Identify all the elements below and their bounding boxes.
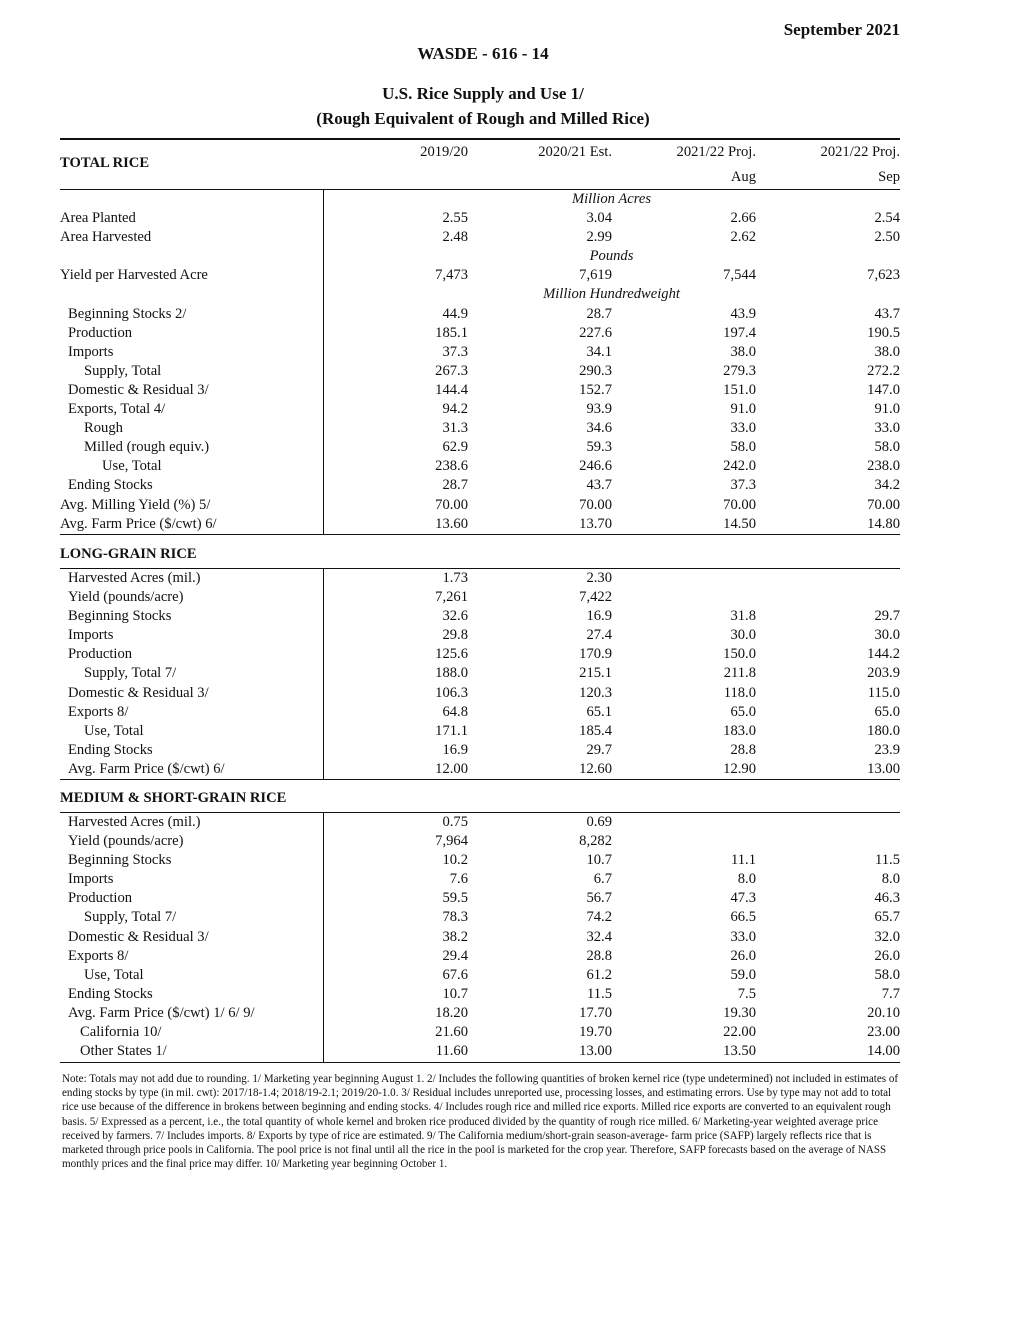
row-value: 246.6: [579, 458, 612, 475]
row-value: 8.0: [881, 871, 900, 888]
row-value: 19.70: [579, 1024, 612, 1041]
row-label: Supply, Total 7/: [84, 665, 177, 682]
table-row: [60, 419, 900, 438]
row-label: Domestic & Residual 3/: [68, 928, 209, 945]
row-value: 37.3: [442, 343, 468, 360]
row-value: 118.0: [723, 684, 756, 701]
row-value: 7,964: [435, 833, 468, 850]
row-value: 7,473: [435, 267, 468, 284]
row-label: Exports, Total 4/: [68, 401, 166, 418]
row-value: 11.5: [587, 985, 612, 1002]
table-row: [60, 703, 900, 722]
row-value: 7,623: [867, 267, 900, 284]
long-bottom-rule: [60, 779, 900, 780]
row-value: 13.00: [579, 1043, 612, 1060]
table-row: [60, 476, 900, 495]
row-value: 12.90: [723, 760, 756, 777]
table-row: [60, 985, 900, 1004]
row-value: 2.99: [586, 229, 612, 246]
row-value: 203.9: [867, 665, 900, 682]
row-value: 27.4: [586, 627, 612, 644]
row-label: Harvested Acres (mil.): [68, 570, 201, 586]
row-value: 290.3: [579, 362, 612, 379]
table-row: [60, 813, 900, 832]
row-value: 2.66: [730, 210, 756, 227]
row-value: 65.0: [874, 703, 900, 720]
row-value: 120.3: [579, 684, 612, 701]
row-value: 33.0: [730, 420, 756, 437]
row-value: 2.48: [442, 229, 468, 246]
row-value: 30.0: [730, 627, 756, 644]
row-value: 188.0: [435, 665, 468, 682]
row-value: 22.00: [723, 1024, 756, 1041]
row-label: Use, Total: [102, 458, 162, 475]
row-label: California 10/: [80, 1024, 162, 1041]
row-value: 33.0: [730, 928, 756, 945]
row-value: 7,261: [435, 589, 468, 606]
table-row: [60, 1004, 900, 1023]
table-row: [60, 607, 900, 626]
section-title-total-rice: TOTAL RICE: [60, 155, 150, 171]
table-row: [60, 760, 900, 779]
table-title: U.S. Rice Supply and Use 1/: [382, 84, 584, 103]
row-value: 14.80: [867, 515, 900, 532]
row-value: 1.73: [442, 570, 468, 586]
row-value: 62.9: [442, 439, 468, 456]
row-value: 28.7: [442, 477, 468, 494]
table-row: [60, 908, 900, 927]
row-value: 30.0: [874, 627, 900, 644]
table-row: [60, 362, 900, 381]
footnote: Note: Totals may not add due to rounding. 1/ Marketing year beginning August 1. 2/ Includes the following quantities of broken kernel rice (type undetermined) not included in estimates of ending stocks by type (in mil. cwt): 2017/18-1.4; 2018/19-2.1; 2019/20-1.0. 3/ Residual includes unreported use, processing losses, and estimating errors. Use by type may not add to total rice use because of the difference in brokens between beginning and ending stocks. 4/ Includes rough rice and milled rice exports. Milled rice exports are converted to an equivalent rough basis. 5/ Expressed as a percent, i.e., the total quantity of whole kernel and broken rice produced divided by the quantity of rough rice milled. 6/ Marketing-year weighted average price received by farmers. 7/ Includes imports. 8/ Exports by type of rice are estimated. 9/ The California medium/short-grain season-average- farm price (SAFP) largely reflects rice that is marketed through price pools in California. The pool price is not final until all the rice in the pool is marketed for the crop year. Therefore, SAFP forecasts based on the average of NASS monthly prices and the final price may differ. 10/ Marketing year beginning October 1.: [62, 1073, 899, 1171]
row-value: 28.7: [586, 305, 612, 322]
row-value: 93.9: [586, 401, 612, 418]
column-headers: [60, 143, 900, 187]
row-label: Milled (rough equiv.): [84, 439, 210, 456]
row-value: 23.00: [867, 1024, 900, 1041]
row-label: Avg. Milling Yield (%) 5/: [60, 496, 211, 513]
row-label: Imports: [68, 627, 114, 644]
report-date: September 2021: [783, 20, 900, 39]
row-value: 29.7: [586, 741, 612, 758]
row-value: 16.9: [586, 608, 612, 625]
table-row: [60, 305, 900, 324]
row-value: 58.0: [874, 966, 900, 983]
row-value: 58.0: [730, 439, 756, 456]
row-value: 14.00: [867, 1043, 900, 1060]
section-title-medium-short: MEDIUM & SHORT-GRAIN RICE: [60, 790, 287, 806]
table-row: [60, 684, 900, 703]
row-value: 147.0: [867, 381, 900, 398]
table-row: [60, 851, 900, 870]
row-label: Imports: [68, 871, 114, 888]
row-value: 70.00: [435, 496, 468, 513]
row-value: 13.60: [435, 515, 468, 532]
row-value: 190.5: [867, 324, 900, 341]
table-row: [60, 400, 900, 419]
row-value: 46.3: [874, 890, 900, 907]
row-value: 23.9: [874, 741, 900, 758]
row-value: 171.1: [435, 722, 468, 739]
row-value: 2.30: [586, 570, 612, 586]
row-value: 43.7: [874, 305, 900, 322]
row-value: 279.3: [723, 362, 756, 379]
row-value: 115.0: [867, 684, 900, 701]
row-value: 16.9: [442, 741, 468, 758]
row-value: 10.7: [442, 985, 468, 1002]
table-row: [60, 722, 900, 741]
row-value: 21.60: [435, 1024, 468, 1041]
table-row: [60, 889, 900, 908]
table-row: [60, 588, 900, 607]
row-value: 7.5: [737, 985, 756, 1002]
row-label: Domestic & Residual 3/: [68, 381, 209, 398]
row-label: Beginning Stocks 2/: [68, 305, 187, 322]
row-value: 10.7: [586, 852, 612, 869]
row-value: 44.9: [442, 305, 468, 322]
row-value: 29.8: [442, 627, 468, 644]
row-value: 38.0: [730, 343, 756, 360]
row-value: 17.70: [579, 1004, 612, 1021]
row-value: 32.0: [874, 928, 900, 945]
row-value: 20.10: [867, 1004, 900, 1021]
row-value: 32.6: [442, 608, 468, 625]
row-label: Production: [68, 890, 133, 907]
table-row: [60, 569, 900, 588]
row-value: 26.0: [730, 947, 756, 964]
row-value: 2.62: [730, 229, 756, 246]
total-bottom-rule: [60, 534, 900, 535]
row-value: 150.0: [723, 646, 756, 663]
row-value: 13.50: [723, 1043, 756, 1060]
row-value: 70.00: [723, 496, 756, 513]
table-row: [60, 645, 900, 664]
row-value: 3.04: [586, 210, 612, 227]
row-value: 7,422: [579, 589, 612, 606]
row-label: Yield (pounds/acre): [68, 589, 184, 606]
row-value: 61.2: [586, 966, 612, 983]
row-value: 13.70: [579, 515, 612, 532]
row-value: 34.6: [586, 420, 612, 437]
row-value: 151.0: [723, 381, 756, 398]
row-value: 34.2: [874, 477, 900, 494]
row-label: Supply, Total: [84, 362, 162, 379]
row-value: 13.00: [867, 760, 900, 777]
table-row: [60, 1023, 900, 1042]
row-value: 2.50: [874, 229, 900, 246]
row-value: 94.2: [442, 401, 468, 418]
row-value: 18.20: [435, 1004, 468, 1021]
row-value: 238.0: [867, 458, 900, 475]
table-row: [60, 228, 900, 247]
row-label: Production: [68, 646, 133, 663]
row-value: 170.9: [579, 646, 612, 663]
row-value: 14.50: [723, 515, 756, 532]
row-value: 242.0: [723, 458, 756, 475]
unit-label: Pounds: [589, 248, 634, 265]
row-label: Exports 8/: [68, 947, 129, 964]
row-value: 64.8: [442, 703, 468, 720]
header-top-rule: [60, 138, 900, 140]
row-value: 38.2: [442, 928, 468, 945]
table-subtitle: (Rough Equivalent of Rough and Milled Rice): [316, 109, 650, 128]
row-value: 11.60: [435, 1043, 468, 1060]
table-row: [60, 209, 900, 228]
row-label: Ending Stocks: [68, 741, 153, 758]
row-value: 11.1: [731, 852, 756, 869]
row-value: 43.7: [586, 477, 612, 494]
table-row: [60, 832, 900, 851]
col-header-2020-21: 2020/21 Est.: [538, 144, 612, 160]
row-value: 29.4: [442, 947, 468, 964]
row-label: Exports 8/: [68, 703, 129, 720]
row-label: Beginning Stocks: [68, 608, 172, 625]
row-value: 58.0: [874, 439, 900, 456]
medium-bottom-rule: [60, 1062, 900, 1063]
table-row: [60, 741, 900, 760]
row-value: 0.75: [442, 814, 468, 830]
row-value: 10.2: [442, 852, 468, 869]
row-label: Avg. Farm Price ($/cwt) 6/: [60, 515, 217, 532]
row-label: Avg. Farm Price ($/cwt) 1/ 6/ 9/: [68, 1004, 255, 1021]
col-header-2021-22-aug: 2021/22 Proj.: [676, 144, 756, 160]
row-value: 74.2: [586, 909, 612, 926]
row-value: 7.6: [449, 871, 468, 888]
table-row: [60, 1042, 900, 1061]
row-value: 78.3: [442, 909, 468, 926]
row-value: 272.2: [867, 362, 900, 379]
row-label: Use, Total: [84, 966, 144, 983]
row-label: Imports: [68, 343, 114, 360]
row-value: 31.8: [730, 608, 756, 625]
unit-label: Million Hundredweight: [543, 286, 680, 303]
row-value: 28.8: [730, 741, 756, 758]
unit-label: Million Acres: [571, 191, 652, 207]
row-label: Domestic & Residual 3/: [68, 684, 209, 701]
row-value: 197.4: [723, 324, 756, 341]
report-id: WASDE - 616 - 14: [417, 44, 549, 63]
row-value: 67.6: [442, 966, 468, 983]
long-grain-table: [60, 569, 900, 779]
row-value: 152.7: [579, 381, 612, 398]
table-row: [60, 438, 900, 457]
medium-short-grain-table: [60, 813, 900, 1061]
row-label: Rough: [84, 420, 123, 437]
row-value: 183.0: [723, 722, 756, 739]
table-row: [60, 457, 900, 476]
table-row: [60, 928, 900, 947]
row-value: 144.4: [435, 381, 468, 398]
row-value: 65.1: [586, 703, 612, 720]
col-header-2021-22-sep: 2021/22 Proj.: [820, 144, 900, 160]
row-value: 211.8: [723, 665, 756, 682]
row-value: 47.3: [730, 890, 756, 907]
row-value: 59.3: [586, 439, 612, 456]
row-value: 2.54: [874, 210, 900, 227]
row-value: 238.6: [435, 458, 468, 475]
table-row: [60, 626, 900, 645]
row-value: 65.7: [874, 909, 900, 926]
row-value: 26.0: [874, 947, 900, 964]
row-value: 7,619: [579, 267, 612, 284]
row-label: Avg. Farm Price ($/cwt) 6/: [68, 760, 225, 777]
row-value: 12.00: [435, 760, 468, 777]
row-value: 7.7: [881, 985, 900, 1002]
row-value: 8,282: [579, 833, 612, 850]
row-label: Ending Stocks: [68, 477, 153, 494]
row-label: Production: [68, 324, 133, 341]
row-label: Harvested Acres (mil.): [68, 814, 201, 830]
col-header-sep: Sep: [878, 169, 900, 186]
row-label: Yield (pounds/acre): [68, 833, 184, 850]
row-value: 31.3: [442, 420, 468, 437]
row-value: 37.3: [730, 477, 756, 494]
row-label: Area Planted: [60, 210, 136, 227]
row-label: Ending Stocks: [68, 985, 153, 1002]
row-label: Yield per Harvested Acre: [60, 267, 208, 284]
row-label: Supply, Total 7/: [84, 909, 177, 926]
row-label: Other States 1/: [80, 1043, 167, 1060]
row-value: 65.0: [730, 703, 756, 720]
table-row: [60, 966, 900, 985]
row-value: 28.8: [586, 947, 612, 964]
row-value: 185.1: [435, 324, 468, 341]
row-value: 227.6: [579, 324, 612, 341]
row-value: 106.3: [435, 684, 468, 701]
row-value: 144.2: [867, 646, 900, 663]
table-row: [60, 496, 900, 515]
row-value: 56.7: [586, 890, 612, 907]
row-label: Area Harvested: [60, 229, 152, 246]
row-value: 38.0: [874, 343, 900, 360]
table-row: [60, 343, 900, 362]
row-value: 11.5: [875, 852, 900, 869]
row-value: 66.5: [730, 909, 756, 926]
row-value: 215.1: [579, 665, 612, 682]
row-value: 91.0: [874, 401, 900, 418]
row-value: 70.00: [579, 496, 612, 513]
col-header-2019-20: 2019/20: [420, 144, 468, 160]
row-value: 0.69: [586, 814, 612, 830]
row-label: Beginning Stocks: [68, 852, 172, 869]
row-value: 43.9: [730, 305, 756, 322]
table-row: [60, 266, 900, 285]
row-value: 8.0: [737, 871, 756, 888]
row-value: 185.4: [579, 722, 612, 739]
section-title-long-grain: LONG-GRAIN RICE: [60, 546, 197, 562]
row-value: 12.60: [579, 760, 612, 777]
row-value: 91.0: [730, 401, 756, 418]
row-value: 33.0: [874, 420, 900, 437]
row-value: 180.0: [867, 722, 900, 739]
table-row: [60, 947, 900, 966]
row-value: 6.7: [593, 871, 612, 888]
table-row: [60, 324, 900, 343]
row-label: Use, Total: [84, 722, 144, 739]
row-value: 19.30: [723, 1004, 756, 1021]
total-rice-table: [60, 190, 900, 534]
row-value: 32.4: [586, 928, 612, 945]
row-value: 70.00: [867, 496, 900, 513]
table-row: [60, 381, 900, 400]
col-header-aug: Aug: [730, 169, 756, 186]
row-value: 29.7: [874, 608, 900, 625]
row-value: 125.6: [435, 646, 468, 663]
table-row: [60, 515, 900, 534]
table-row: [60, 870, 900, 889]
row-value: 34.1: [586, 343, 612, 360]
table-row: [60, 664, 900, 683]
row-value: 7,544: [723, 267, 756, 284]
row-value: 59.5: [442, 890, 468, 907]
row-value: 267.3: [435, 362, 468, 379]
row-value: 2.55: [442, 210, 468, 227]
row-value: 59.0: [730, 966, 756, 983]
